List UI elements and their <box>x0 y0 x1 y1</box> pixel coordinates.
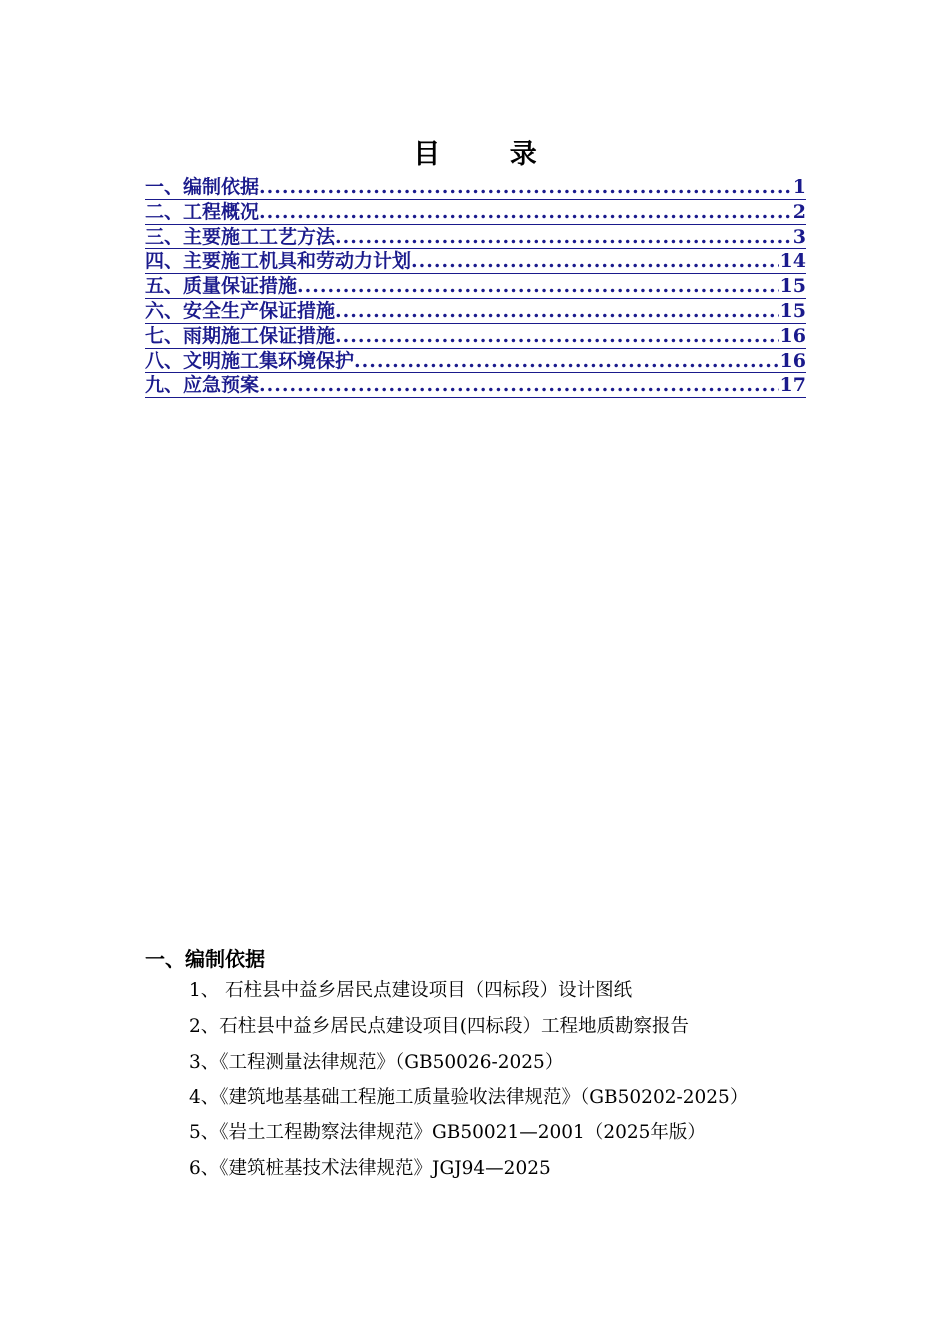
toc-entry-5[interactable] <box>145 274 806 299</box>
toc-entry-3[interactable] <box>145 225 806 250</box>
toc-leader-dots <box>354 349 779 373</box>
list-item: 3、《工程测量法律规范》（GB50026-2025） <box>189 1052 564 1073</box>
toc-entry-text: 四、主要施工机具和劳动力计划 <box>145 250 412 273</box>
toc-entry-page: 15 <box>779 275 806 298</box>
toc-entry-9[interactable] <box>145 373 806 398</box>
list-item: 1、 石柱县中益乡居民点建设项目（四标段）设计图纸 <box>189 980 633 1001</box>
toc-entry-text: 一、编制依据 <box>145 176 260 198</box>
toc-leader-dots <box>411 249 779 273</box>
toc-leader-dots <box>335 225 792 249</box>
toc-entry-text: 五、质量保证措施 <box>145 275 298 298</box>
list-item: 2、石柱县中益乡居民点建设项目(四标段）工程地质勘察报告 <box>189 1016 689 1037</box>
toc-entry-page: 14 <box>779 250 806 273</box>
reference-list <box>145 973 810 1187</box>
toc-entry-text: 二、工程概况 <box>145 200 260 223</box>
toc-entry-page: 15 <box>779 299 806 322</box>
toc-title: 目 录 <box>413 139 567 170</box>
toc-entry-text: 三、主要施工工艺方法 <box>145 225 336 248</box>
toc-entry-page: 16 <box>779 349 806 372</box>
toc-entry-page: 3 <box>792 225 806 248</box>
section-heading: 一、编制依据 <box>145 947 265 971</box>
list-item: 6、《建筑桩基技术法律规范》JGJ94—2025 <box>189 1158 551 1179</box>
section-compilation-basis <box>145 945 810 1187</box>
toc-leader-dots <box>259 373 779 397</box>
toc-entry-page: 17 <box>779 374 806 397</box>
toc-entry-1[interactable] <box>145 175 806 200</box>
toc-entry-text: 八、文明施工集环境保护 <box>145 349 355 372</box>
toc-leader-dots <box>297 274 779 298</box>
list-item: 5、《岩土工程勘察法律规范》GB50021—2001（2025年版） <box>189 1122 706 1143</box>
toc-leader-dots <box>335 299 779 323</box>
toc-leader-dots <box>259 200 792 224</box>
toc-entry-text: 九、应急预案 <box>145 374 260 397</box>
list-item: 4、《建筑地基基础工程施工质量验收法律规范》（GB50202-2025） <box>189 1087 749 1108</box>
toc-entry-4[interactable] <box>145 249 806 274</box>
toc-entry-page: 1 <box>792 176 806 198</box>
toc-leader-dots <box>259 175 792 199</box>
toc-entry-text: 七、雨期施工保证措施 <box>145 324 336 347</box>
toc-entry-8[interactable] <box>145 349 806 374</box>
toc-entry-page: 2 <box>792 200 806 223</box>
toc-entry-7[interactable] <box>145 324 806 349</box>
toc-entry-text: 六、安全生产保证措施 <box>145 299 336 322</box>
toc-entry-6[interactable] <box>145 299 806 324</box>
toc-leader-dots <box>335 324 779 348</box>
toc-entry-page: 16 <box>779 324 806 347</box>
table-of-contents <box>145 175 806 398</box>
toc-entry-2[interactable] <box>145 200 806 225</box>
